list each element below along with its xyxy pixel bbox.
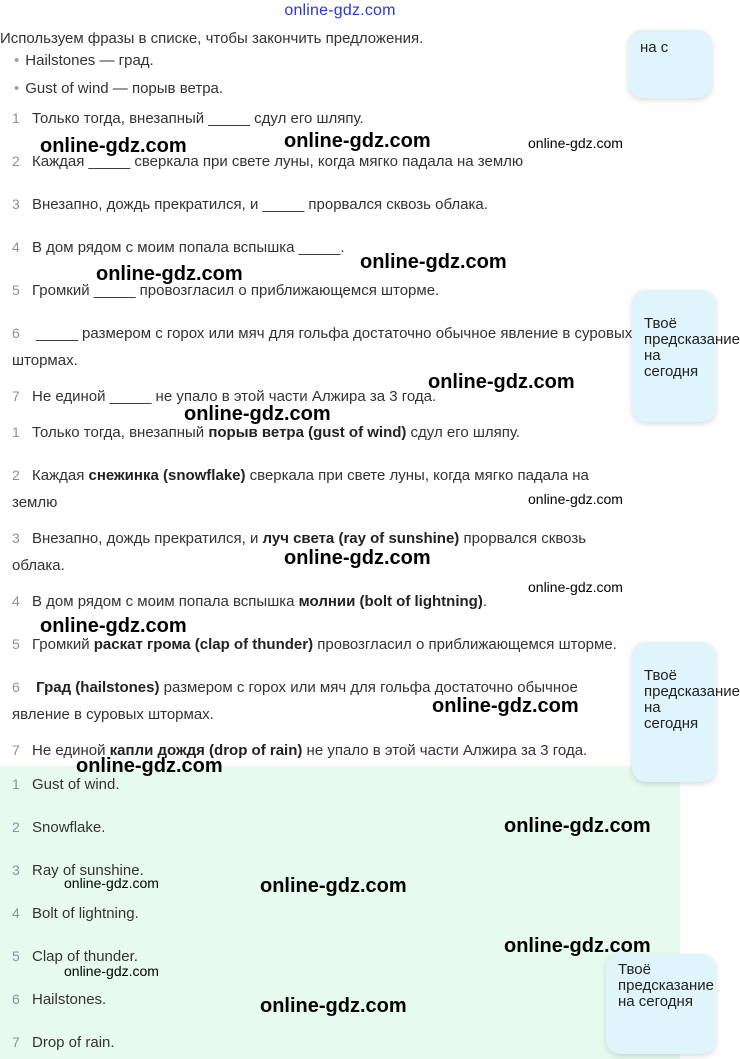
item-text: Каждая _____ сверкала при свете луны, когда мягко падала на землю <box>32 153 524 170</box>
item-text: не упало в этой части Алжира за 3 года. <box>302 742 588 759</box>
widget-text: предсказание <box>618 977 715 994</box>
translation-item <box>12 418 680 447</box>
item-answer: порыв ветра (gust of wind) <box>208 424 407 441</box>
item-number: 2 <box>12 467 20 483</box>
item-text: прорвался сквозь <box>459 530 587 547</box>
watermark: online-gdz.com <box>96 263 243 285</box>
prediction-chat-widget[interactable] <box>632 290 740 422</box>
item-number: 7 <box>12 742 20 758</box>
item-number: 2 <box>12 819 20 835</box>
item-number: 4 <box>12 239 20 255</box>
item-number: 5 <box>12 282 20 298</box>
item-number: 3 <box>12 196 20 212</box>
item-text: размером с горох или мяч для гольфа достаточно обычное <box>159 679 578 696</box>
item-text: Не единой _____ не упало в этой части Алжира за 3 года. <box>32 388 437 405</box>
item-text: Не единой <box>32 742 110 759</box>
item-answer: капли дождя (drop of rain) <box>109 742 303 759</box>
prediction-chat-widget[interactable] <box>606 954 716 1054</box>
item-number: 7 <box>12 388 20 404</box>
widget-text: на сегодня <box>644 347 699 380</box>
item-text: сдул его шляпу. <box>406 424 521 441</box>
exercise-item <box>12 104 680 133</box>
item-text: Внезапно, дождь прекратился, и _____ прорвался сквозь облака. <box>32 196 488 213</box>
exercise-item <box>12 319 680 348</box>
item-continuation: облака. <box>12 557 65 574</box>
watermark: online-gdz.com <box>284 130 431 152</box>
item-text: _____ размером с горох или мяч для гольфа достаточно обычное явление в суровых <box>32 325 633 342</box>
widget-text: на сегодня <box>644 699 699 732</box>
translation-item <box>12 673 680 702</box>
vocab-item: • Hailstones — град. <box>14 52 154 69</box>
widget-text: предсказание <box>644 683 740 700</box>
prediction-chat-widget[interactable] <box>628 30 712 98</box>
item-text: сверкала при свете луны, когда мягко падала на <box>245 467 589 484</box>
item-number: 6 <box>12 325 20 341</box>
translation-item <box>12 461 680 490</box>
task-instruction: Используем фразы в списке, чтобы закончить предложения. <box>0 30 424 47</box>
item-text: . <box>482 593 487 610</box>
item-text: Bolt of lightning. <box>32 905 139 922</box>
watermark: online-gdz.com <box>360 251 507 273</box>
watermark: online-gdz.com <box>528 135 623 151</box>
watermark: online-gdz.com <box>40 135 187 157</box>
watermark: online-gdz.com <box>504 935 651 957</box>
watermark: online-gdz.com <box>260 875 407 897</box>
item-text: Ray of sunshine. <box>32 862 144 879</box>
watermark: online-gdz.com <box>504 815 651 837</box>
item-continuation: явление в суровых штормах. <box>12 706 214 723</box>
watermark: online-gdz.com <box>428 371 575 393</box>
widget-text: на с <box>640 39 669 56</box>
item-text: Только тогда, внезапный _____ сдул его шляпу. <box>32 110 364 127</box>
item-number: 1 <box>12 776 20 792</box>
item-number: 4 <box>12 593 20 609</box>
item-number: 7 <box>12 1034 20 1050</box>
item-number: 3 <box>12 530 20 546</box>
item-continuation: землю <box>12 494 58 511</box>
item-text: Gust of wind. <box>32 776 120 793</box>
widget-text: Твоё <box>618 961 651 978</box>
watermark: online-gdz.com <box>528 579 623 595</box>
item-text: Каждая <box>32 467 89 484</box>
item-text: Clap of thunder. <box>32 948 138 965</box>
watermark: online-gdz.com <box>432 695 579 717</box>
watermark: online-gdz.com <box>40 615 187 637</box>
item-text: Hailstones. <box>32 991 107 1008</box>
item-continuation: штормах. <box>12 352 78 369</box>
widget-text: Твоё <box>644 667 677 684</box>
item-answer: раскат грома (clap of thunder) <box>93 636 314 653</box>
watermark: online-gdz.com <box>528 491 623 507</box>
item-text: Громкий <box>32 636 94 653</box>
watermark: online-gdz.com <box>184 403 331 425</box>
item-number: 3 <box>12 862 20 878</box>
watermark: online-gdz.com <box>64 875 159 891</box>
widget-text: предсказание <box>644 331 740 348</box>
watermark: online-gdz.com <box>260 995 407 1017</box>
item-answer: Град (hailstones) <box>36 679 160 696</box>
item-number: 6 <box>12 991 20 1007</box>
answer-item <box>12 899 680 928</box>
item-number: 6 <box>12 679 20 695</box>
item-text: Громкий _____ провозгласил о приближающемся шторме. <box>32 282 440 299</box>
watermark: online-gdz.com <box>284 547 431 569</box>
item-text: Внезапно, дождь прекратился, и <box>32 530 263 547</box>
exercise-item <box>12 382 680 411</box>
item-answer: молнии (bolt of lightning) <box>298 593 483 610</box>
item-number: 5 <box>12 636 20 652</box>
item-number: 4 <box>12 905 20 921</box>
watermark: online-gdz.com <box>76 755 223 777</box>
item-number: 1 <box>12 424 20 440</box>
item-answer: луч света (ray of sunshine) <box>262 530 460 547</box>
item-text: В дом рядом с моим попала вспышка _____. <box>32 239 345 256</box>
site-watermark-top: online-gdz.com <box>284 2 396 19</box>
item-text: Snowflake. <box>32 819 106 836</box>
item-number: 5 <box>12 948 20 964</box>
item-answer: снежинка (snowflake) <box>88 467 246 484</box>
item-number: 1 <box>12 110 20 126</box>
exercise-item <box>12 233 680 262</box>
item-text: Drop of rain. <box>32 1034 115 1051</box>
item-text: В дом рядом с моим попала вспышка <box>32 593 299 610</box>
widget-text: Твоё <box>644 315 677 332</box>
vocab-item: • Gust of wind — порыв ветра. <box>14 80 223 97</box>
exercise-item <box>12 190 680 219</box>
answer-item <box>12 1028 680 1057</box>
watermark: online-gdz.com <box>64 963 159 979</box>
widget-text: на сегодня <box>618 993 693 1010</box>
prediction-chat-widget[interactable] <box>632 642 740 782</box>
item-number: 2 <box>12 153 20 169</box>
item-text: Только тогда, внезапный <box>32 424 209 441</box>
item-text: провозгласил о приближающемся шторме. <box>313 636 617 653</box>
